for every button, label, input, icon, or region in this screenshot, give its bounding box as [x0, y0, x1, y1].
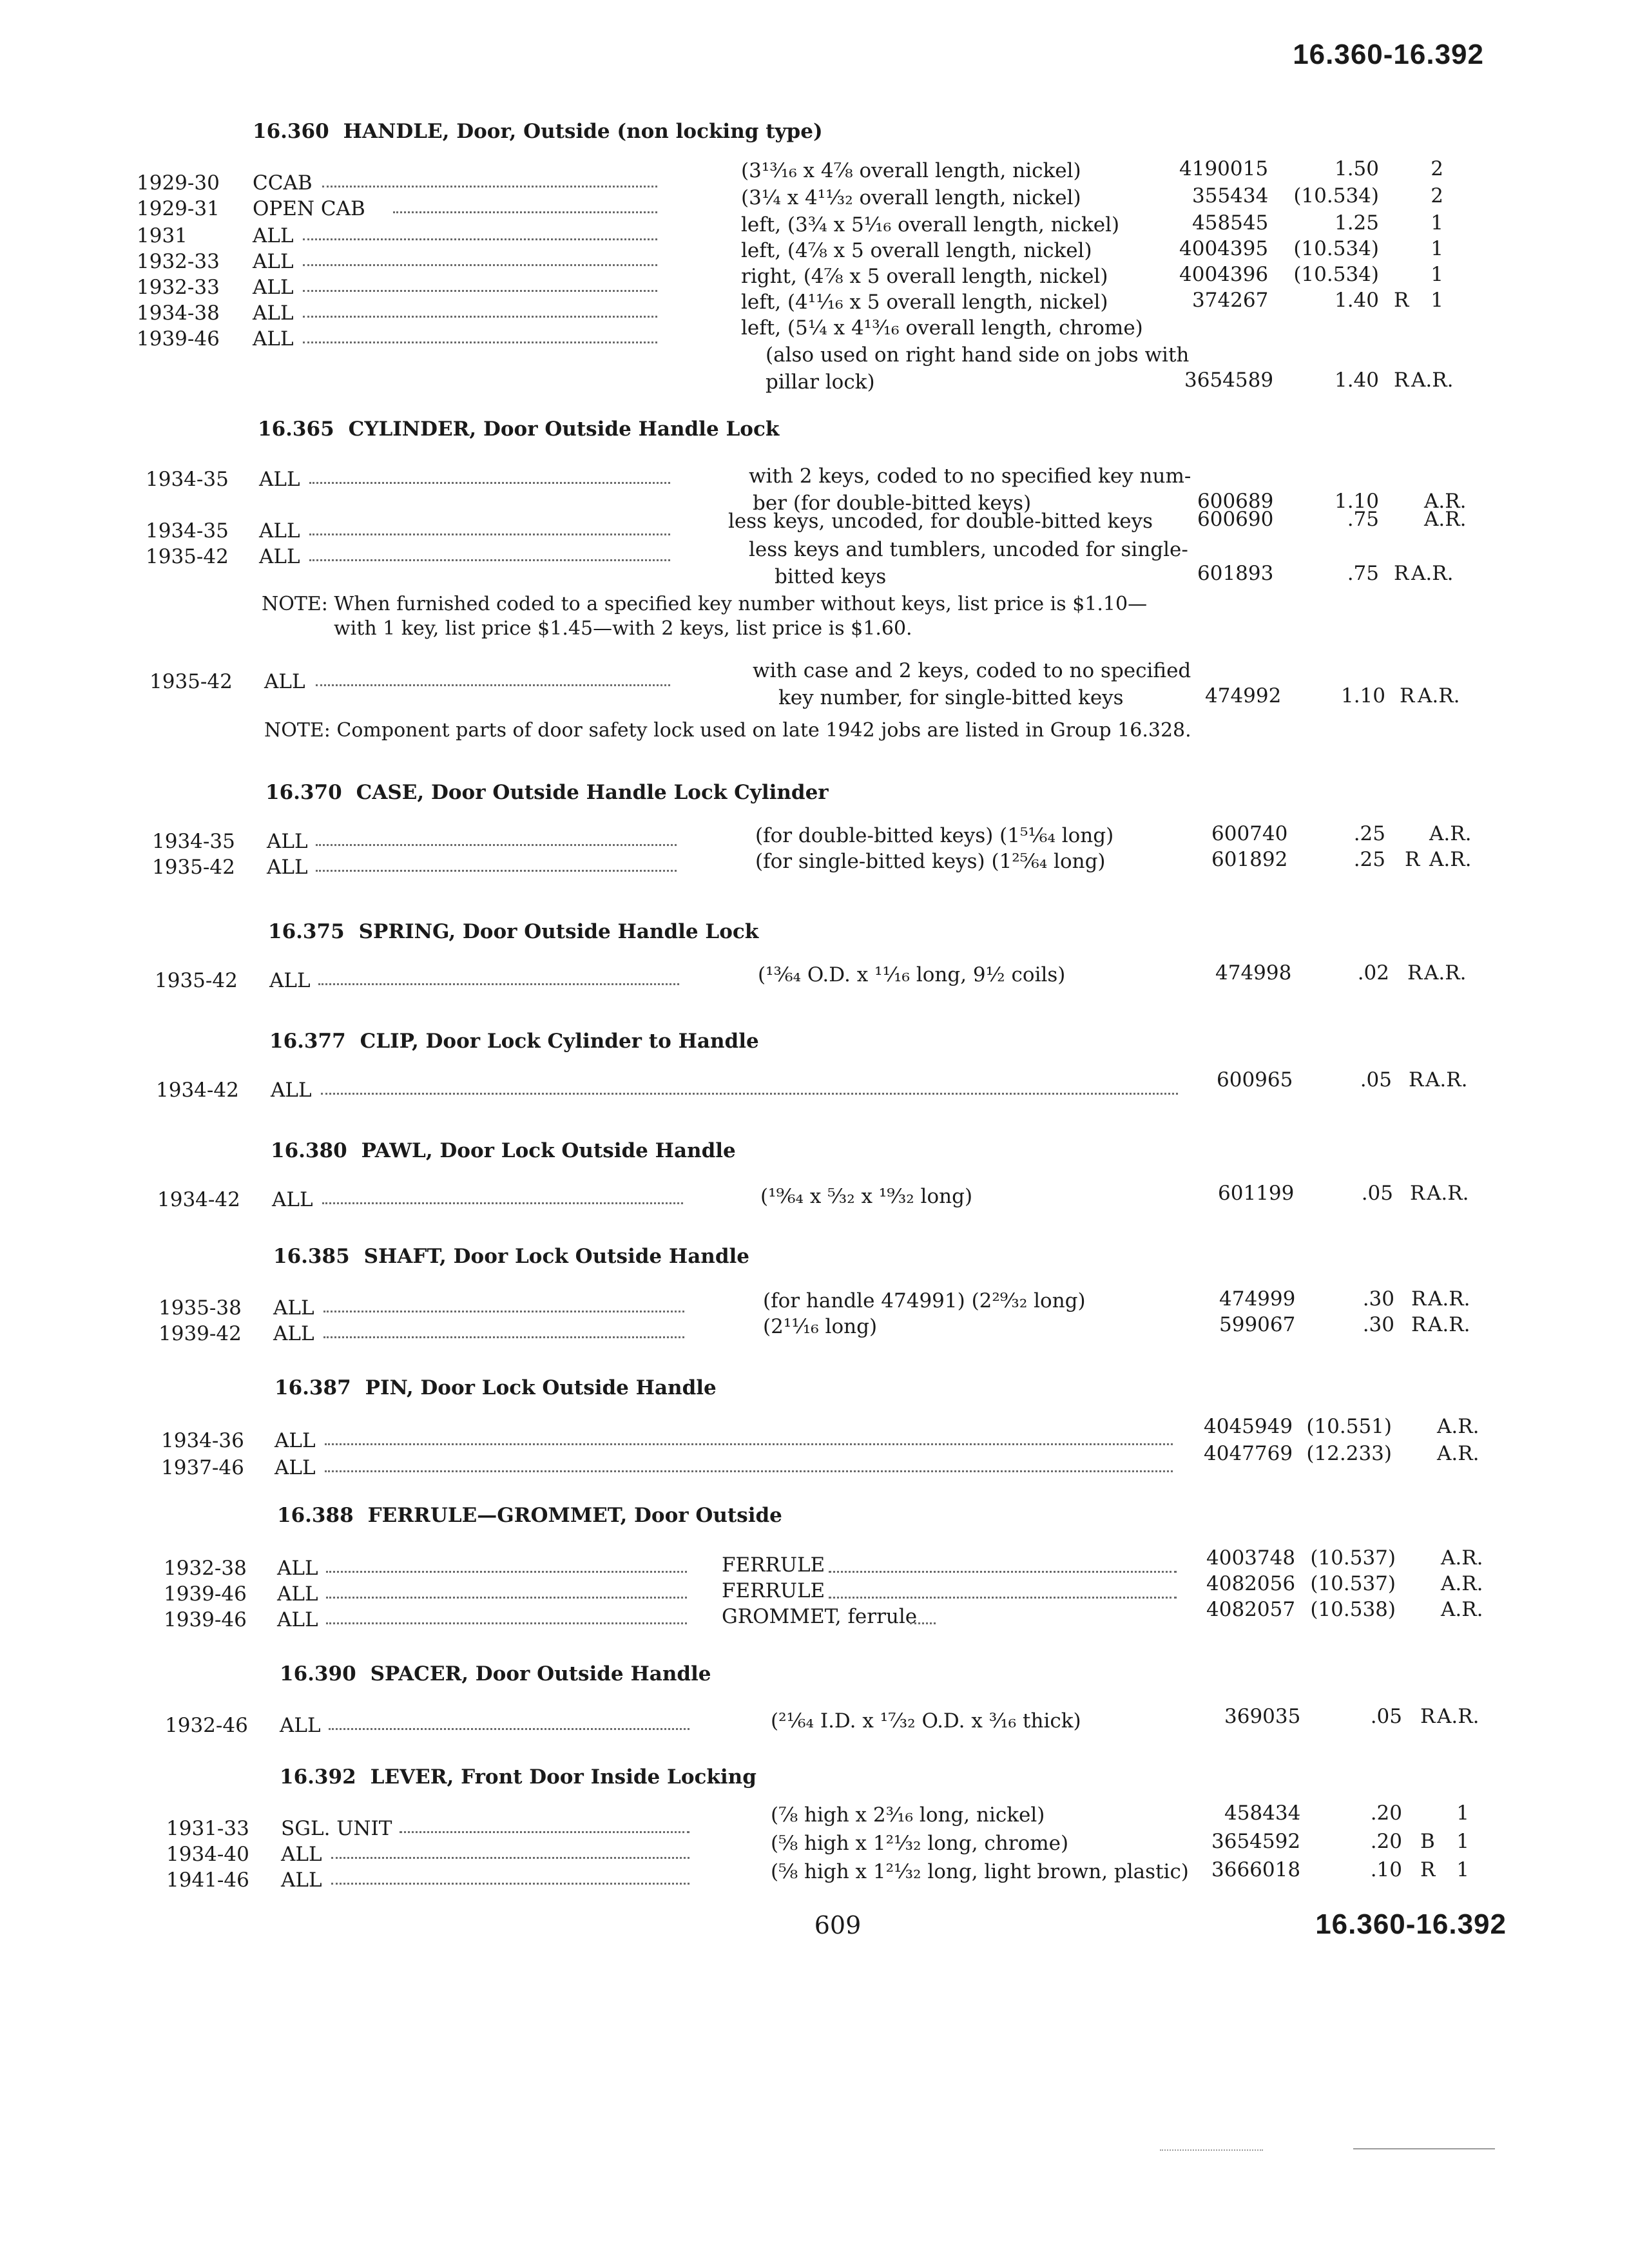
- quantity: 1: [1431, 263, 1443, 286]
- list-price: (12.233): [1306, 1442, 1392, 1465]
- part-number: 4082056: [1206, 1572, 1296, 1595]
- part-number: 3666018: [1211, 1858, 1301, 1881]
- row-flag: R: [1409, 1068, 1424, 1091]
- dot-leader: [829, 1571, 1177, 1573]
- quantity: 1: [1456, 1858, 1469, 1881]
- dot-leader: [329, 1728, 689, 1730]
- list-price: (10.538): [1310, 1598, 1396, 1621]
- row-year: 1939-46: [164, 1608, 247, 1631]
- list-price: .10: [1370, 1858, 1402, 1881]
- row-description: (for handle 474991) (2²⁹⁄₃₂ long): [763, 1289, 1086, 1312]
- list-price: 1.10: [1340, 684, 1385, 707]
- row-year: 1935-42: [146, 545, 229, 568]
- row-model: CCAB: [253, 171, 313, 195]
- quantity: A.R.: [1427, 1182, 1469, 1205]
- dot-leader: [322, 1202, 683, 1204]
- part-number: 369035: [1224, 1705, 1301, 1728]
- part-number: 474998: [1215, 961, 1292, 985]
- row-flag: R: [1411, 1287, 1427, 1311]
- quantity: A.R.: [1437, 1415, 1480, 1438]
- dot-leader: [316, 844, 677, 846]
- scan-artifact: [1160, 2149, 1263, 2151]
- part-number: 474992: [1205, 684, 1282, 707]
- row-model: ALL: [273, 1296, 314, 1320]
- part-number: 3654592: [1211, 1830, 1301, 1853]
- row-year: 1932-33: [137, 276, 220, 299]
- section-title: FERRULE—GROMMET, Door Outside: [367, 1504, 782, 1527]
- row-description: less keys and tumblers, uncoded for single- bitted keys: [749, 538, 1188, 588]
- list-price: .30: [1362, 1287, 1394, 1311]
- table-row: [0, 961, 1629, 997]
- dot-leader: [303, 264, 657, 266]
- table-row: [0, 316, 1629, 394]
- table-row: [0, 1182, 1629, 1216]
- table-row: [0, 1705, 1629, 1742]
- row-year: 1934-36: [161, 1429, 244, 1452]
- row-description: GROMMET, ferrule: [722, 1605, 918, 1628]
- table-row: [0, 1313, 1629, 1350]
- dot-leader: [309, 533, 670, 535]
- section-code: 16.365: [258, 418, 334, 441]
- row-year: 1941-46: [166, 1869, 249, 1892]
- quantity: A.R.: [1424, 508, 1467, 531]
- dot-leader: [400, 1831, 689, 1833]
- section-code: 16.387: [275, 1376, 351, 1399]
- part-number: 4047769: [1204, 1442, 1293, 1465]
- quantity: A.R.: [1418, 684, 1460, 707]
- dot-leader: [326, 1597, 687, 1599]
- section-heading: [269, 1030, 759, 1053]
- table-row: [0, 465, 1629, 515]
- row-model: ALL: [253, 224, 294, 247]
- list-price: .75: [1347, 508, 1379, 531]
- row-description: with 2 keys, coded to no specified key num- ber (for double-bitted keys): [749, 465, 1191, 515]
- section-title: SHAFT, Door Lock Outside Handle: [363, 1245, 749, 1268]
- row-description: (²¹⁄₆₄ I.D. x ¹⁷⁄₃₂ O.D. x ³⁄₁₆ thick): [771, 1709, 1081, 1733]
- row-description: left, (3¾ x 5⅟₁₆ overall length, nickel): [741, 213, 1120, 236]
- part-number: 601892: [1211, 848, 1288, 871]
- section-code: 16.388: [277, 1504, 354, 1527]
- table-row: [0, 538, 1629, 588]
- section-title: SPACER, Door Outside Handle: [370, 1662, 711, 1686]
- row-flag: B: [1420, 1830, 1435, 1853]
- row-flag: R: [1420, 1705, 1436, 1728]
- section-code: 16.380: [271, 1139, 347, 1162]
- dot-leader: [309, 559, 670, 561]
- section-heading: [258, 418, 779, 441]
- row-description: (¹³⁄₆₄ O.D. x ¹¹⁄₁₆ long, 9½ coils): [758, 963, 1066, 986]
- row-model: ALL: [253, 302, 294, 325]
- part-number: 4003748: [1206, 1546, 1296, 1570]
- row-model: ALL: [259, 468, 300, 491]
- list-price: 1.50: [1334, 157, 1379, 180]
- section-title: CYLINDER, Door Outside Handle Lock: [348, 418, 780, 441]
- list-price: .25: [1353, 822, 1385, 845]
- part-number: 355434: [1192, 184, 1269, 207]
- section-title: SPRING, Door Outside Handle Lock: [358, 920, 759, 943]
- row-year: 1934-35: [146, 519, 229, 543]
- list-price: .30: [1362, 1313, 1394, 1336]
- section-heading: [277, 1504, 782, 1527]
- row-model: ALL: [269, 969, 311, 992]
- quantity: A.R.: [1441, 1598, 1483, 1621]
- row-flag: R: [1410, 1182, 1425, 1205]
- section-code: 16.377: [269, 1030, 346, 1053]
- list-price: .20: [1370, 1830, 1402, 1853]
- part-number: 474999: [1219, 1287, 1296, 1311]
- quantity: A.R.: [1428, 1313, 1470, 1336]
- row-model: ALL: [253, 250, 294, 273]
- row-model: ALL: [264, 670, 305, 693]
- row-year: 1932-33: [137, 250, 220, 273]
- list-price: (10.537): [1310, 1546, 1396, 1570]
- part-number: 374267: [1192, 289, 1269, 312]
- row-year: 1929-31: [137, 197, 220, 220]
- list-price: (10.534): [1293, 263, 1379, 286]
- section-title: LEVER, Front Door Inside Locking: [370, 1765, 757, 1789]
- row-model: ALL: [281, 1843, 322, 1866]
- row-year: 1934-40: [166, 1843, 249, 1866]
- row-year: 1931-33: [166, 1817, 249, 1840]
- quantity: A.R.: [1441, 1572, 1483, 1595]
- row-year: 1935-42: [152, 856, 235, 879]
- section-heading: [280, 1765, 757, 1789]
- list-price: .20: [1370, 1802, 1402, 1825]
- table-row: [0, 848, 1629, 884]
- row-description: FERRULE: [722, 1553, 825, 1577]
- row-model: ALL: [259, 519, 300, 543]
- quantity: 1: [1456, 1802, 1469, 1825]
- section-code: 16.370: [265, 781, 342, 804]
- row-flag: R: [1407, 961, 1423, 985]
- dot-leader: [303, 238, 657, 240]
- section-code: 16.390: [280, 1662, 356, 1686]
- list-price: .02: [1357, 961, 1389, 985]
- row-description: (⅝ high x 1²¹⁄₃₂ long, chrome): [771, 1832, 1069, 1855]
- row-description: (3¹³⁄₁₆ x 4⅞ overall length, nickel): [741, 159, 1081, 182]
- row-model: ALL: [281, 1869, 322, 1892]
- row-model: ALL: [273, 1322, 314, 1345]
- row-year: 1939-42: [159, 1322, 242, 1345]
- dot-leader: [331, 1857, 689, 1859]
- row-year: 1934-42: [157, 1188, 240, 1211]
- list-price: 1.10: [1334, 490, 1379, 513]
- dot-leader: [910, 1622, 936, 1624]
- section-heading: [268, 920, 758, 943]
- section-code: 16.375: [268, 920, 345, 943]
- part-number: 3654589: [1184, 369, 1274, 392]
- row-description: with case and 2 keys, coded to no specified key number, for single-bitted keys: [753, 659, 1191, 709]
- quantity: A.R.: [1424, 961, 1467, 985]
- list-price: 1.40: [1334, 369, 1379, 392]
- quantity: 1: [1431, 211, 1443, 235]
- row-year: 1931: [137, 224, 188, 247]
- part-number: 458545: [1192, 211, 1269, 235]
- table-row: [0, 1442, 1629, 1485]
- row-description: (⅝ high x 1²¹⁄₃₂ long, light brown, plastic): [771, 1860, 1189, 1883]
- row-year: 1934-38: [137, 302, 220, 325]
- row-model: OPEN CAB: [253, 197, 365, 220]
- section-heading: [273, 1245, 749, 1268]
- row-model: SGL. UNIT: [281, 1817, 392, 1840]
- row-year: 1934-35: [146, 468, 229, 491]
- list-price: (10.534): [1293, 184, 1379, 207]
- section-heading: [253, 120, 823, 143]
- row-model: ALL: [271, 1079, 312, 1102]
- part-number: 600965: [1217, 1068, 1293, 1091]
- row-model: ALL: [253, 327, 294, 351]
- row-description: left, (5¼ x 4¹³⁄₁₆ overall length, chrome) (also used on right hand side on jobs with pillar lock): [741, 316, 1190, 394]
- row-year: 1932-46: [165, 1714, 248, 1737]
- row-flag: R: [1405, 848, 1420, 871]
- section-title: PAWL, Door Lock Outside Handle: [361, 1139, 736, 1162]
- row-year: 1932-38: [164, 1557, 247, 1580]
- dot-leader: [326, 1622, 687, 1624]
- section-code: 16.360: [253, 120, 329, 143]
- part-number: 601199: [1218, 1182, 1295, 1205]
- dot-leader: [326, 1571, 687, 1573]
- section-title: HANDLE, Door, Outside (non locking type): [343, 120, 823, 143]
- dot-leader: [318, 983, 679, 985]
- row-year: 1929-30: [137, 171, 220, 195]
- quantity: A.R.: [1429, 848, 1472, 871]
- part-number: 4190015: [1179, 157, 1269, 180]
- part-number: 601893: [1197, 562, 1274, 585]
- part-number: 4045949: [1204, 1415, 1293, 1438]
- part-number: 600689: [1197, 490, 1274, 513]
- dot-leader: [393, 211, 657, 213]
- quantity: A.R.: [1411, 369, 1454, 392]
- dot-leader: [323, 1311, 684, 1312]
- list-price: 1.25: [1334, 211, 1379, 235]
- header-range: 16.360-16.392: [1293, 39, 1484, 70]
- list-price: .05: [1361, 1182, 1393, 1205]
- row-description: (for double-bitted keys) (1⁵¹⁄₆₄ long): [755, 824, 1114, 847]
- dot-leader: [325, 1443, 1173, 1445]
- section-heading: [271, 1139, 736, 1162]
- quantity: A.R.: [1437, 1442, 1480, 1465]
- quantity: A.R.: [1411, 562, 1454, 585]
- dot-leader: [829, 1597, 1177, 1599]
- row-description: (3¼ x 4¹¹⁄₃₂ overall length, nickel): [741, 186, 1081, 209]
- row-year: 1934-42: [156, 1079, 239, 1102]
- row-model: ALL: [275, 1456, 316, 1479]
- list-price: .75: [1347, 562, 1379, 585]
- row-description: left, (4⅞ x 5 overall length, nickel): [741, 239, 1092, 262]
- part-number: 600740: [1211, 822, 1288, 845]
- table-row: [0, 1858, 1629, 1897]
- section-heading: [275, 1376, 717, 1399]
- table-row: [0, 659, 1629, 709]
- section-code: 16.385: [273, 1245, 350, 1268]
- part-number: 458434: [1224, 1802, 1301, 1825]
- row-flag: R: [1394, 289, 1409, 312]
- row-description: less keys, uncoded, for double-bitted keys: [728, 510, 1153, 533]
- note-text: NOTE: When furnished coded to a specified key number without keys, list price is $1.10—: [262, 593, 1148, 615]
- section-title: PIN, Door Lock Outside Handle: [365, 1376, 717, 1399]
- part-number: 4004395: [1179, 237, 1269, 260]
- quantity: 1: [1431, 289, 1443, 312]
- row-year: 1935-38: [159, 1296, 242, 1320]
- table-row: [0, 1598, 1629, 1637]
- dot-leader: [316, 684, 670, 686]
- row-year: 1939-46: [164, 1582, 247, 1606]
- row-model: ALL: [267, 856, 308, 879]
- dot-leader: [325, 1470, 1173, 1472]
- note-text: with 1 key, list price $1.45—with 2 keys, list price is $1.60.: [334, 617, 912, 640]
- list-price: (10.551): [1306, 1415, 1392, 1438]
- quantity: A.R.: [1437, 1705, 1480, 1728]
- row-description: (2¹¹⁄₁₆ long): [763, 1315, 878, 1338]
- quantity: A.R.: [1425, 1068, 1468, 1091]
- dot-leader: [331, 1883, 689, 1885]
- row-model: ALL: [272, 1188, 313, 1211]
- row-year: 1935-42: [149, 670, 233, 693]
- row-description: (⅞ high x 2³⁄₁₆ long, nickel): [771, 1803, 1045, 1827]
- dot-leader: [303, 290, 657, 292]
- dot-leader: [309, 482, 670, 484]
- row-description: FERRULE: [722, 1579, 825, 1602]
- dot-leader: [323, 1336, 684, 1338]
- row-flag: R: [1420, 1858, 1436, 1881]
- section-code: 16.392: [280, 1765, 356, 1789]
- dot-leader: [303, 341, 657, 343]
- row-model: ALL: [277, 1608, 318, 1631]
- quantity: A.R.: [1424, 490, 1467, 513]
- list-price: .25: [1353, 848, 1385, 871]
- dot-leader: [322, 186, 657, 187]
- row-flag: R: [1400, 684, 1415, 707]
- part-number: 600690: [1197, 508, 1274, 531]
- quantity: A.R.: [1428, 1287, 1470, 1311]
- row-year: 1939-46: [137, 327, 220, 351]
- quantity: 1: [1456, 1830, 1469, 1853]
- row-model: ALL: [280, 1714, 321, 1737]
- part-number: 4004396: [1179, 263, 1269, 286]
- part-number: 599067: [1219, 1313, 1296, 1336]
- row-model: ALL: [275, 1429, 316, 1452]
- list-price: (10.537): [1310, 1572, 1396, 1595]
- row-flag: R: [1394, 562, 1409, 585]
- row-description: (for single-bitted keys) (1²⁵⁄₆₄ long): [755, 850, 1106, 873]
- list-price: 1.40: [1334, 289, 1379, 312]
- quantity: 1: [1431, 237, 1443, 260]
- row-model: ALL: [259, 545, 300, 568]
- row-model: ALL: [277, 1582, 318, 1606]
- section-title: CASE, Door Outside Handle Lock Cylinder: [356, 781, 829, 804]
- list-price: .05: [1360, 1068, 1392, 1091]
- dot-leader: [321, 1093, 1178, 1095]
- row-model: ALL: [277, 1557, 318, 1580]
- row-flag: R: [1411, 1313, 1427, 1336]
- row-year: 1934-35: [152, 830, 235, 853]
- row-description: (¹⁹⁄₆₄ x ⁵⁄₃₂ x ¹⁹⁄₃₂ long): [760, 1185, 973, 1208]
- row-year: 1935-42: [155, 969, 238, 992]
- row-model: ALL: [253, 276, 294, 299]
- section-title: CLIP, Door Lock Cylinder to Handle: [360, 1030, 759, 1053]
- quantity: A.R.: [1429, 822, 1472, 845]
- dot-leader: [303, 316, 657, 318]
- row-flag: R: [1394, 369, 1409, 392]
- footer-range: 16.360-16.392: [1315, 1908, 1507, 1940]
- list-price: (10.534): [1293, 237, 1379, 260]
- row-year: 1937-46: [161, 1456, 244, 1479]
- page-number: 609: [814, 1911, 862, 1939]
- row-model: ALL: [267, 830, 308, 853]
- scan-artifact: [1353, 2148, 1495, 2149]
- section-heading: [265, 781, 829, 804]
- table-row: [0, 1068, 1629, 1107]
- quantity: A.R.: [1441, 1546, 1483, 1570]
- dot-leader: [316, 870, 677, 872]
- note-text: NOTE: Component parts of door safety lock used on late 1942 jobs are listed in Group 16.328.: [264, 719, 1191, 742]
- row-description: left, (4¹¹⁄₁₆ x 5 overall length, nickel): [741, 291, 1108, 314]
- list-price: .05: [1370, 1705, 1402, 1728]
- row-description: right, (4⅞ x 5 overall length, nickel): [741, 265, 1108, 288]
- part-number: 4082057: [1206, 1598, 1296, 1621]
- quantity: 2: [1431, 184, 1443, 207]
- quantity: 2: [1431, 157, 1443, 180]
- section-heading: [280, 1662, 711, 1686]
